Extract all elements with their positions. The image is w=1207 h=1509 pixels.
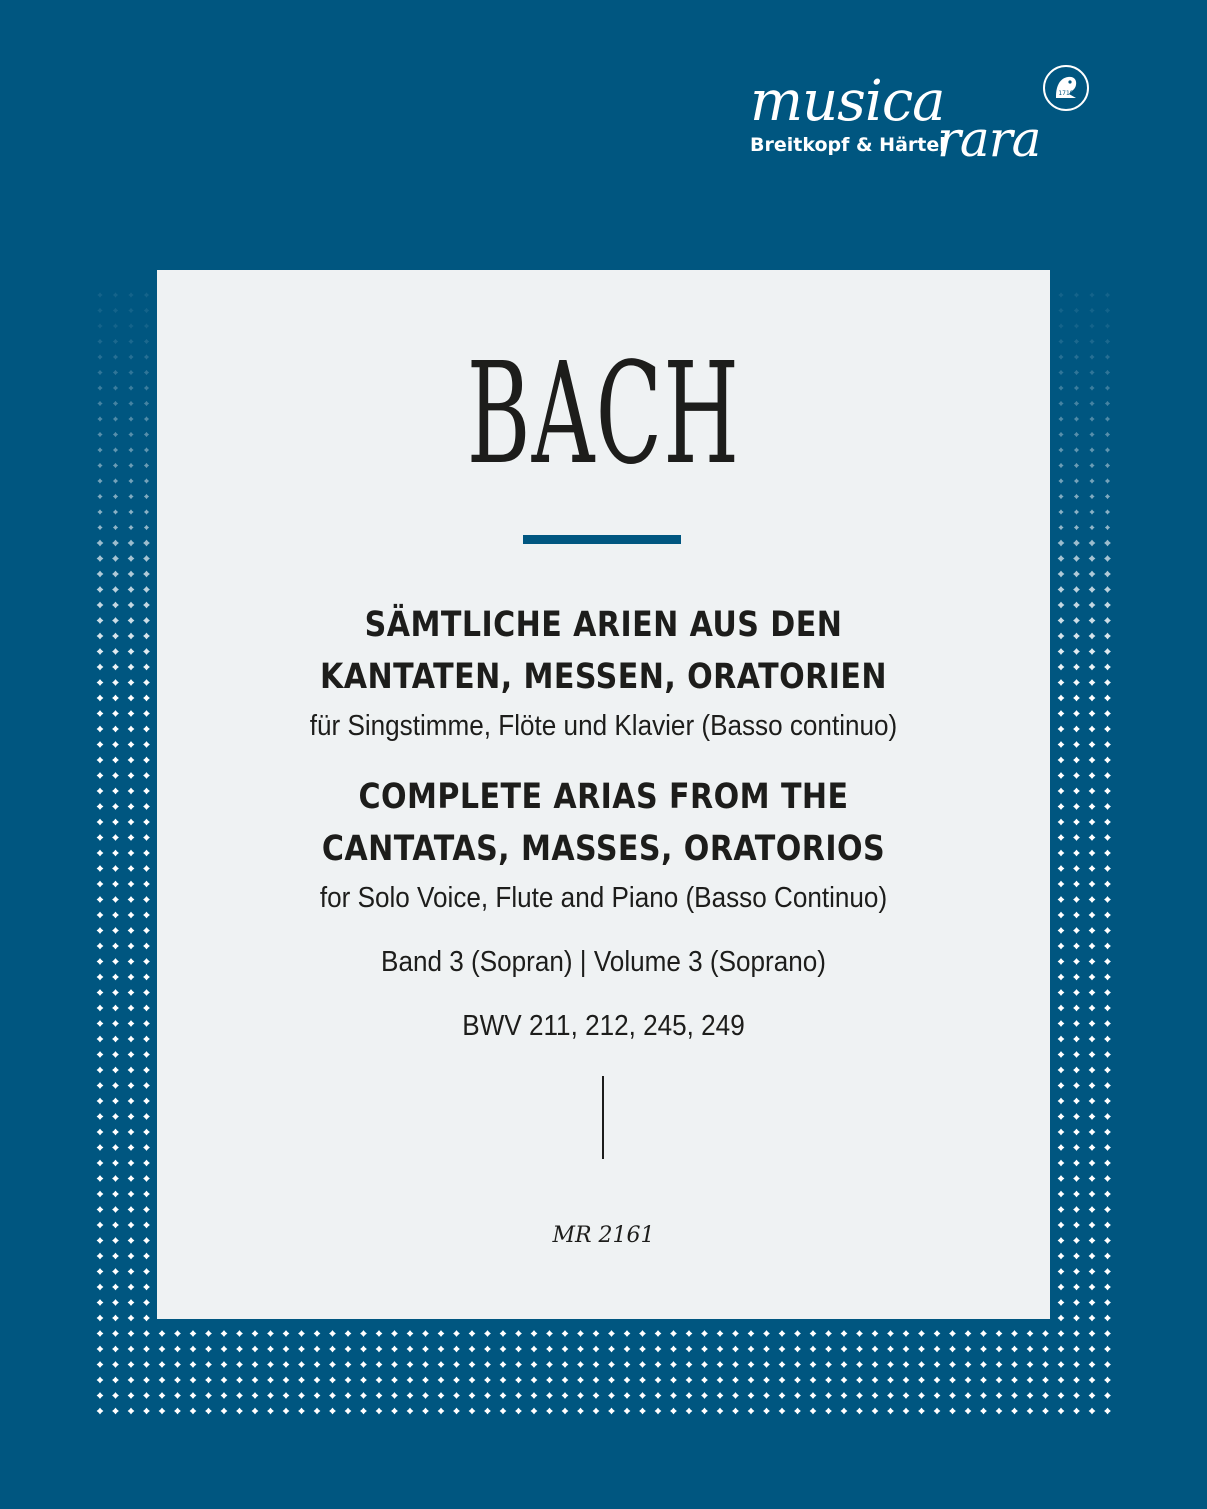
volume-info: Band 3 (Sopran) | Volume 3 (Soprano) [381,946,826,978]
edition-number: MR 2161 [552,1223,655,1248]
title-de-line2: KANTATEN, MESSEN, ORATORIEN [320,657,887,697]
logo-breitkopf-haertel: Breitkopf & Härtel [750,134,946,156]
bwv-catalogue: BWV 211, 212, 245, 249 [462,1010,745,1042]
instrumentation-de: für Singstimme, Flöte und Klavier (Basso continuo) [309,710,898,742]
seal-year: 1719 [1058,90,1074,97]
logo-musica: musica [750,69,945,134]
title-en-line1: COMPLETE ARIAS FROM THE [358,777,849,817]
accent-bar [523,535,681,544]
title-en-line2: CANTATAS, MASSES, ORATORIOS [321,829,886,869]
vertical-divider [602,1076,604,1159]
instrumentation-en: for Solo Voice, Flute and Piano (Basso Continuo) [319,882,888,914]
composer-name: BACH [466,333,741,496]
title-de-line1: SÄMTLICHE ARIEN AUS DEN [364,605,843,645]
logo-rara: rara [937,110,1041,168]
publisher-logo [740,60,1100,170]
publisher-seal-icon [1042,64,1090,112]
